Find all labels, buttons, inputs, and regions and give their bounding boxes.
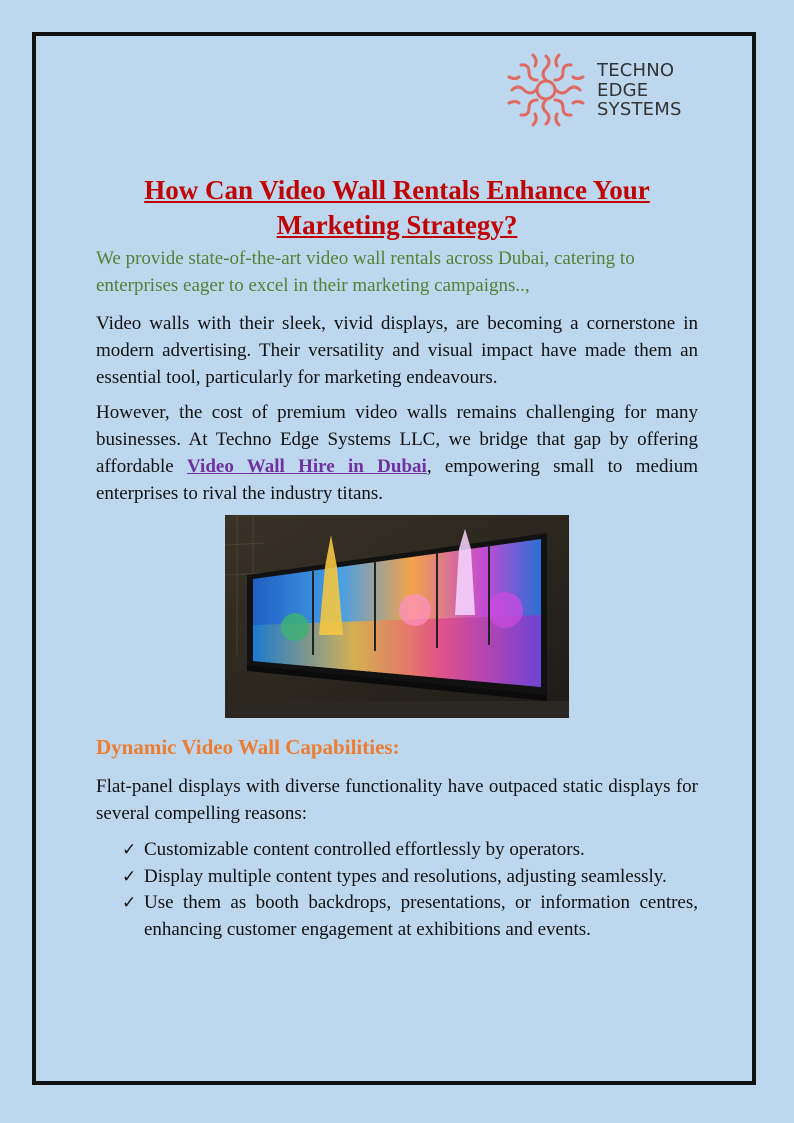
paragraph-flat-panel: Flat-panel displays with diverse functionality have outpaced static displays for several compelling reasons: [96, 776, 698, 824]
list-item-text: Use them as booth backdrops, presentations, or information centres, enhancing customer engagement at exhibitions and events. [144, 892, 698, 940]
paragraph-video-walls: Video walls with their sleek, vivid displays, are becoming a cornerstone in modern advertising. Their versatility and visual impact have made them an essential tool, particularly for marketing endeavours. [96, 313, 698, 388]
list-item [122, 837, 698, 864]
gear-logo-icon [505, 50, 587, 130]
company-logo [505, 50, 705, 130]
logo-line-1: TECHNO [597, 60, 675, 81]
paragraph-cost [96, 399, 698, 507]
checkmark-icon: ✓ [122, 893, 137, 913]
video-wall-illustration [225, 515, 569, 718]
video-wall-hire-link[interactable]: Video Wall Hire in Dubai [187, 456, 427, 477]
list-item-text: Customizable content controlled effortlessly by operators. [144, 839, 585, 860]
list-item [122, 864, 698, 891]
paragraph-cost-end: , empowering small to medium enterprises to rival the industry titans. [96, 456, 698, 504]
video-wall-photo [225, 515, 569, 718]
section-heading: Dynamic Video Wall Capabilities: [96, 735, 400, 759]
list-item [122, 890, 698, 943]
checkmark-icon: ✓ [122, 840, 137, 860]
logo-line-2: EDGE [597, 79, 649, 101]
checkmark-icon: ✓ [122, 866, 137, 887]
paragraph-cost-start: However, the cost of premium video walls remains challenging for many businesses. At Techno Edge Systems LLC, we bridge that gap by offering affordable [96, 402, 698, 477]
logo-wordmark [597, 61, 682, 120]
list-item-text: Display multiple content types and resolutions, adjusting seamlessly. [144, 865, 667, 887]
logo-line-3: SYSTEMS [597, 99, 682, 120]
capabilities-list [122, 837, 698, 943]
intro-text: We provide state-of-the-art video wall rentals across Dubai, catering to enterprises eager to excel in their marketing campaigns.., [96, 248, 635, 296]
page-title: How Can Video Wall Rentals Enhance Your Marketing Strategy? [144, 175, 650, 240]
